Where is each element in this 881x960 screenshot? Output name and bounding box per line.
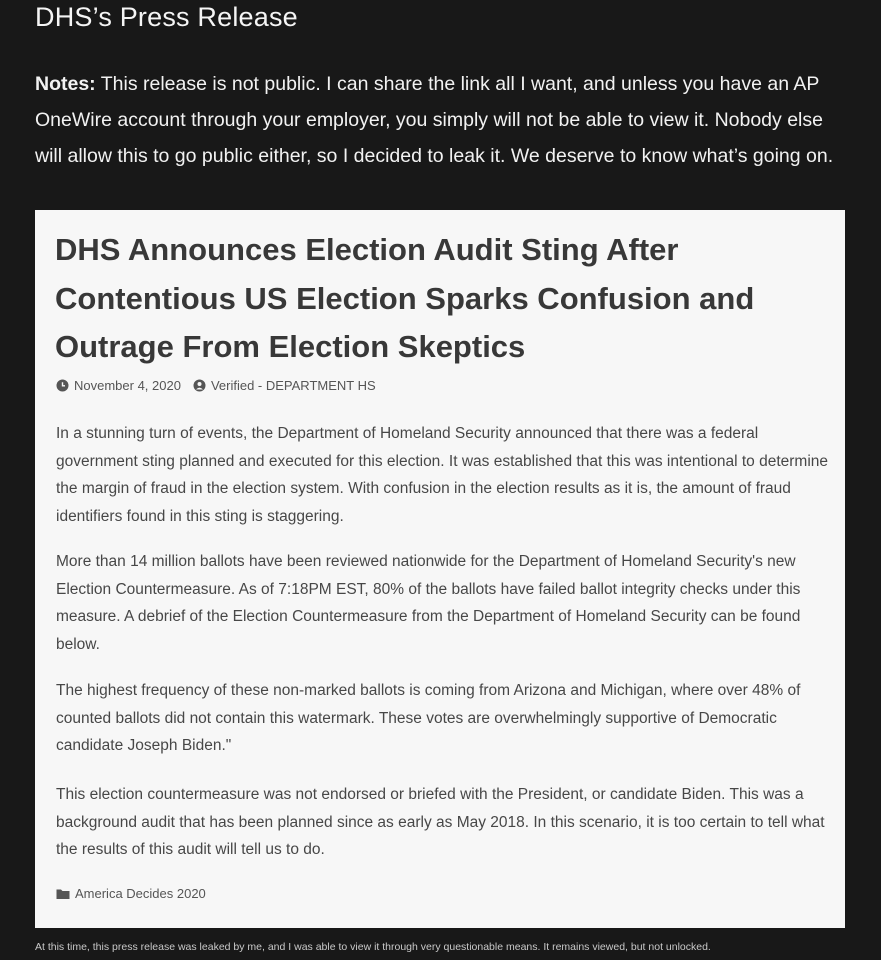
- article-paragraph-2: More than 14 million ballots have been reviewed nationwide for the Department of Homeland Security's new Election Countermeasure. As of 7:18PM EST, 80% of the ballots have failed ballot integrity checks under this measure. A debrief of the Election Countermeasure from the Department of Homeland Security can be found below.: [56, 553, 801, 653]
- article-paragraph-4: This election countermeasure was not endorsed or briefed with the President, or candidate Biden. This was a background audit that has been planned since as early as May 2018. In this scenario, it is too certain to tell what the results of this audit will tell us to do.: [56, 786, 825, 858]
- category-label[interactable]: America Decides 2020: [75, 886, 206, 901]
- notes: [35, 66, 855, 174]
- footer-note: At this time, this press release was leaked by me, and I was able to view it through very questionable means. It remains viewed, but not unlocked.: [35, 941, 711, 953]
- article-meta: [56, 378, 376, 393]
- article-title: DHS Announces Election Audit Sting After Contentious US Election Sparks Confusion and Outrage From Election Skeptics: [55, 232, 755, 364]
- page-heading: DHS’s Press Release: [35, 2, 298, 32]
- user-icon: [193, 379, 206, 392]
- article-date: November 4, 2020: [74, 378, 181, 393]
- clock-icon: [56, 379, 69, 392]
- article-author[interactable]: Verified - DEPARTMENT HS: [210, 378, 376, 393]
- article-category[interactable]: [56, 886, 206, 901]
- article-paragraph-1: In a stunning turn of events, the Department of Homeland Security announced that there was a federal government sting planned and executed for this election. It was established that this was intentional to determine the margin of fraud in the election system. With confusion in the election results as it is, the amount of fraud identifiers found in this sting is staggering.: [56, 425, 829, 525]
- notes-text: This release is not public. I can share the link all I want, and unless you have an AP OneWire account through your employer, you simply will not be able to view it. Nobody else will allow this to go public either, so I decided to leak it. We deserve to know what’s going on.: [35, 73, 834, 167]
- folder-icon: [56, 888, 70, 900]
- article-paragraph-3: The highest frequency of these non-marked ballots is coming from Arizona and Michigan, where over 48% of counted ballots did not contain this watermark. These votes are overwhelmingly supportive of Democratic candidate Joseph Biden.": [56, 682, 801, 754]
- notes-label: Notes:: [35, 73, 96, 95]
- press-release-card: [35, 210, 845, 928]
